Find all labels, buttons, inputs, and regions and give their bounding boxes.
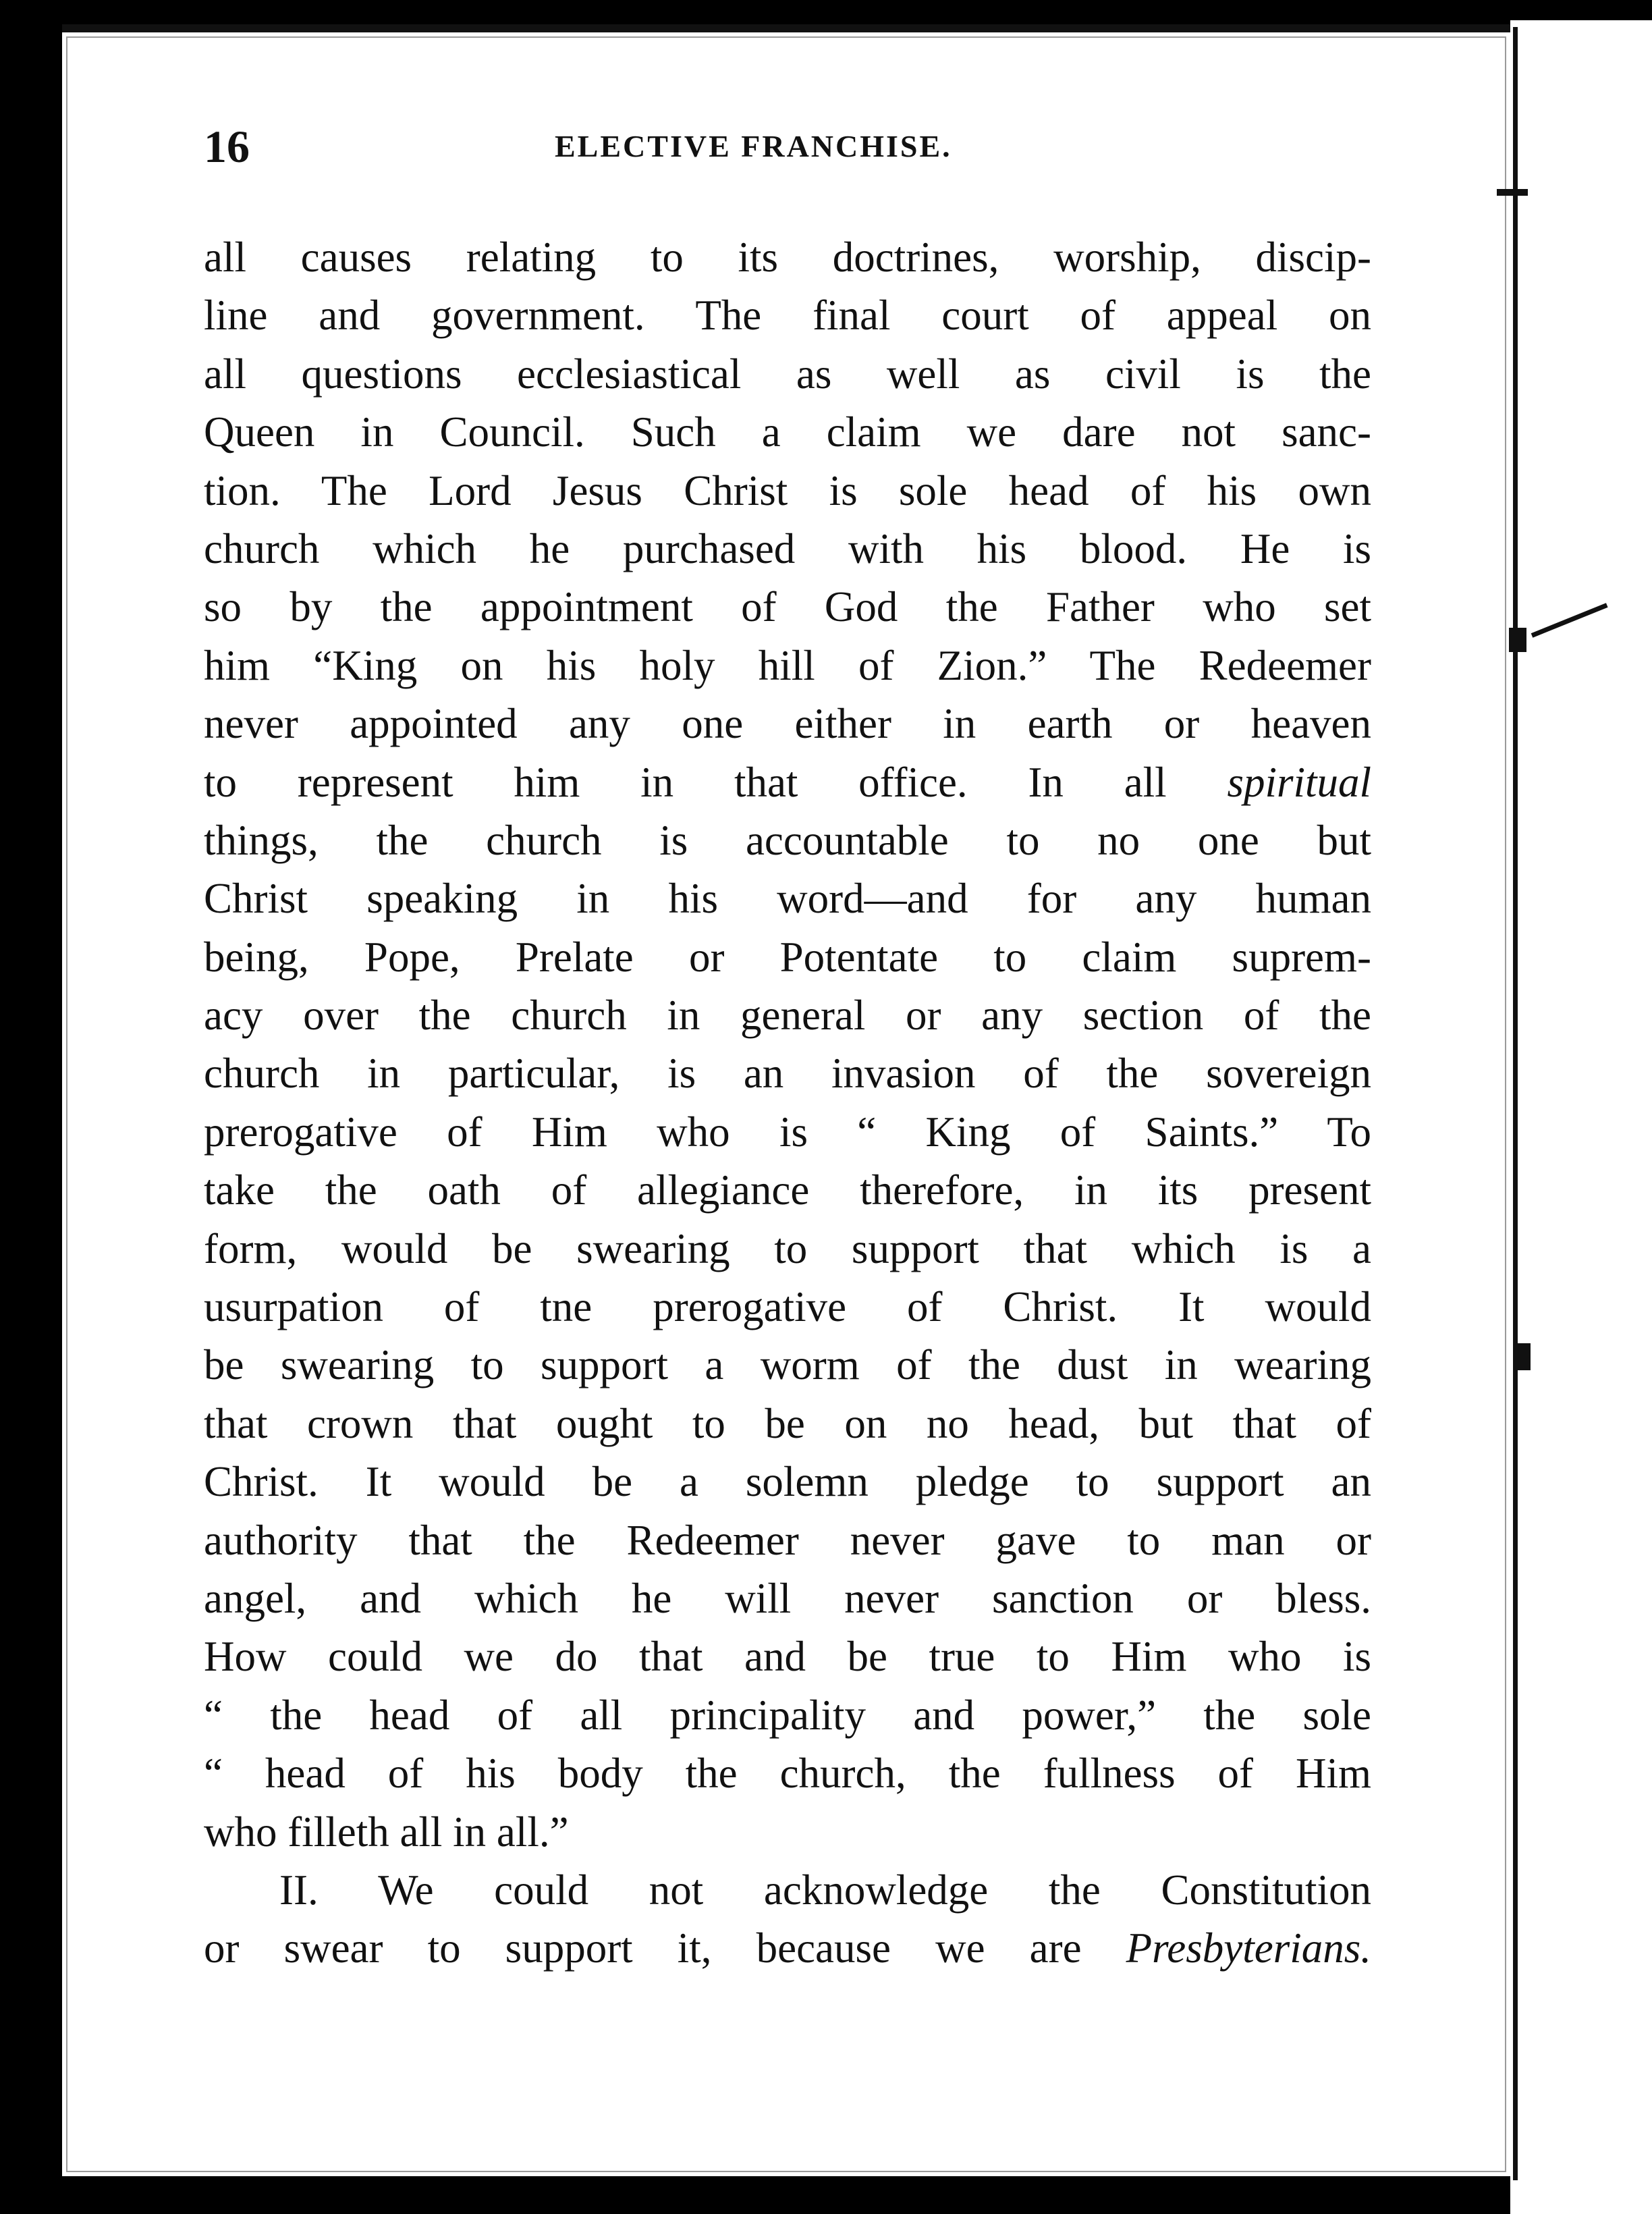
binding-mark (1509, 628, 1526, 652)
text-line: being, Pope, Prelate or Potentate to claim suprem- (204, 933, 1371, 981)
text-line: acy over the church in general or any section of the (204, 992, 1371, 1040)
page-header (204, 120, 1351, 181)
text-line: take the oath of allegiance therefore, in its present (204, 1166, 1371, 1214)
line-text: to represent him in that office. In all (204, 758, 1228, 806)
binding-mark (1517, 1343, 1531, 1370)
text-line: never appointed any one either in earth or heaven (204, 700, 1371, 748)
text-line: tion. The Lord Jesus Christ is sole head of his own (204, 466, 1371, 514)
text-line: line and government. The final court of appeal on (204, 292, 1371, 340)
binding-mark (1497, 189, 1528, 196)
text-line: prerogative of Him who is “ King of Saints.” To (204, 1108, 1371, 1156)
text-line: things, the church is accountable to no one but (204, 816, 1371, 864)
text-line: all questions ecclesiastical as well as civil is the (204, 350, 1371, 398)
text-line: “ head of his body the church, the fullness of Him (204, 1750, 1371, 1798)
running-head: ELECTIVE FRANCHISE. (555, 129, 952, 163)
text-line: church which he purchased with his blood. He is (204, 524, 1371, 572)
text-line-with-italic (204, 753, 1371, 811)
text-line: form, would be swearing to support that which is a (204, 1224, 1371, 1272)
text-line: usurpation of tne prerogative of Christ. It would (204, 1283, 1371, 1331)
text-line: “ the head of all principality and power,” the sole (204, 1691, 1371, 1739)
text-line: Queen in Council. Such a claim we dare not sanc- (204, 408, 1371, 456)
paragraph-end-line: who filleth all in all.” (204, 1808, 569, 1856)
text-line: angel, and which he will never sanction or bless. (204, 1574, 1371, 1622)
text-line: church in particular, is an invasion of the sovereign (204, 1050, 1371, 1098)
text-line: him “King on his holy hill of Zion.” The Redeemer (204, 641, 1371, 689)
book-page (62, 32, 1510, 2176)
text-line: be swearing to support a worm of the dust in wearing (204, 1341, 1371, 1389)
text-line: so by the appointment of God the Father who set (204, 583, 1371, 631)
italic-word-presbyterians: Presbyterians. (1126, 1924, 1371, 1972)
body-text (204, 228, 1371, 1978)
text-line: all causes relating to its doctrines, worship, discip- (204, 234, 1371, 281)
text-line: How could we do that and be true to Him who is (204, 1633, 1371, 1681)
facing-page-edge (1510, 20, 1652, 2214)
text-line: authority that the Redeemer never gave to man or (204, 1516, 1371, 1564)
binding-gutter-line (1513, 27, 1518, 2180)
text-line: Christ. It would be a solemn pledge to support an (204, 1458, 1371, 1506)
text-line: that crown that ought to be on no head, but that of (204, 1399, 1371, 1447)
section-ii-first-line: II. We could not acknowledge the Constitution (279, 1866, 1371, 1914)
text-line: Christ speaking in his word—and for any human (204, 875, 1371, 923)
page-number: 16 (204, 121, 250, 172)
line-text: or swear to support it, because we are (204, 1924, 1126, 1972)
section-ii-second-line (204, 1919, 1371, 1977)
italic-word-spiritual: spiritual (1227, 758, 1371, 806)
